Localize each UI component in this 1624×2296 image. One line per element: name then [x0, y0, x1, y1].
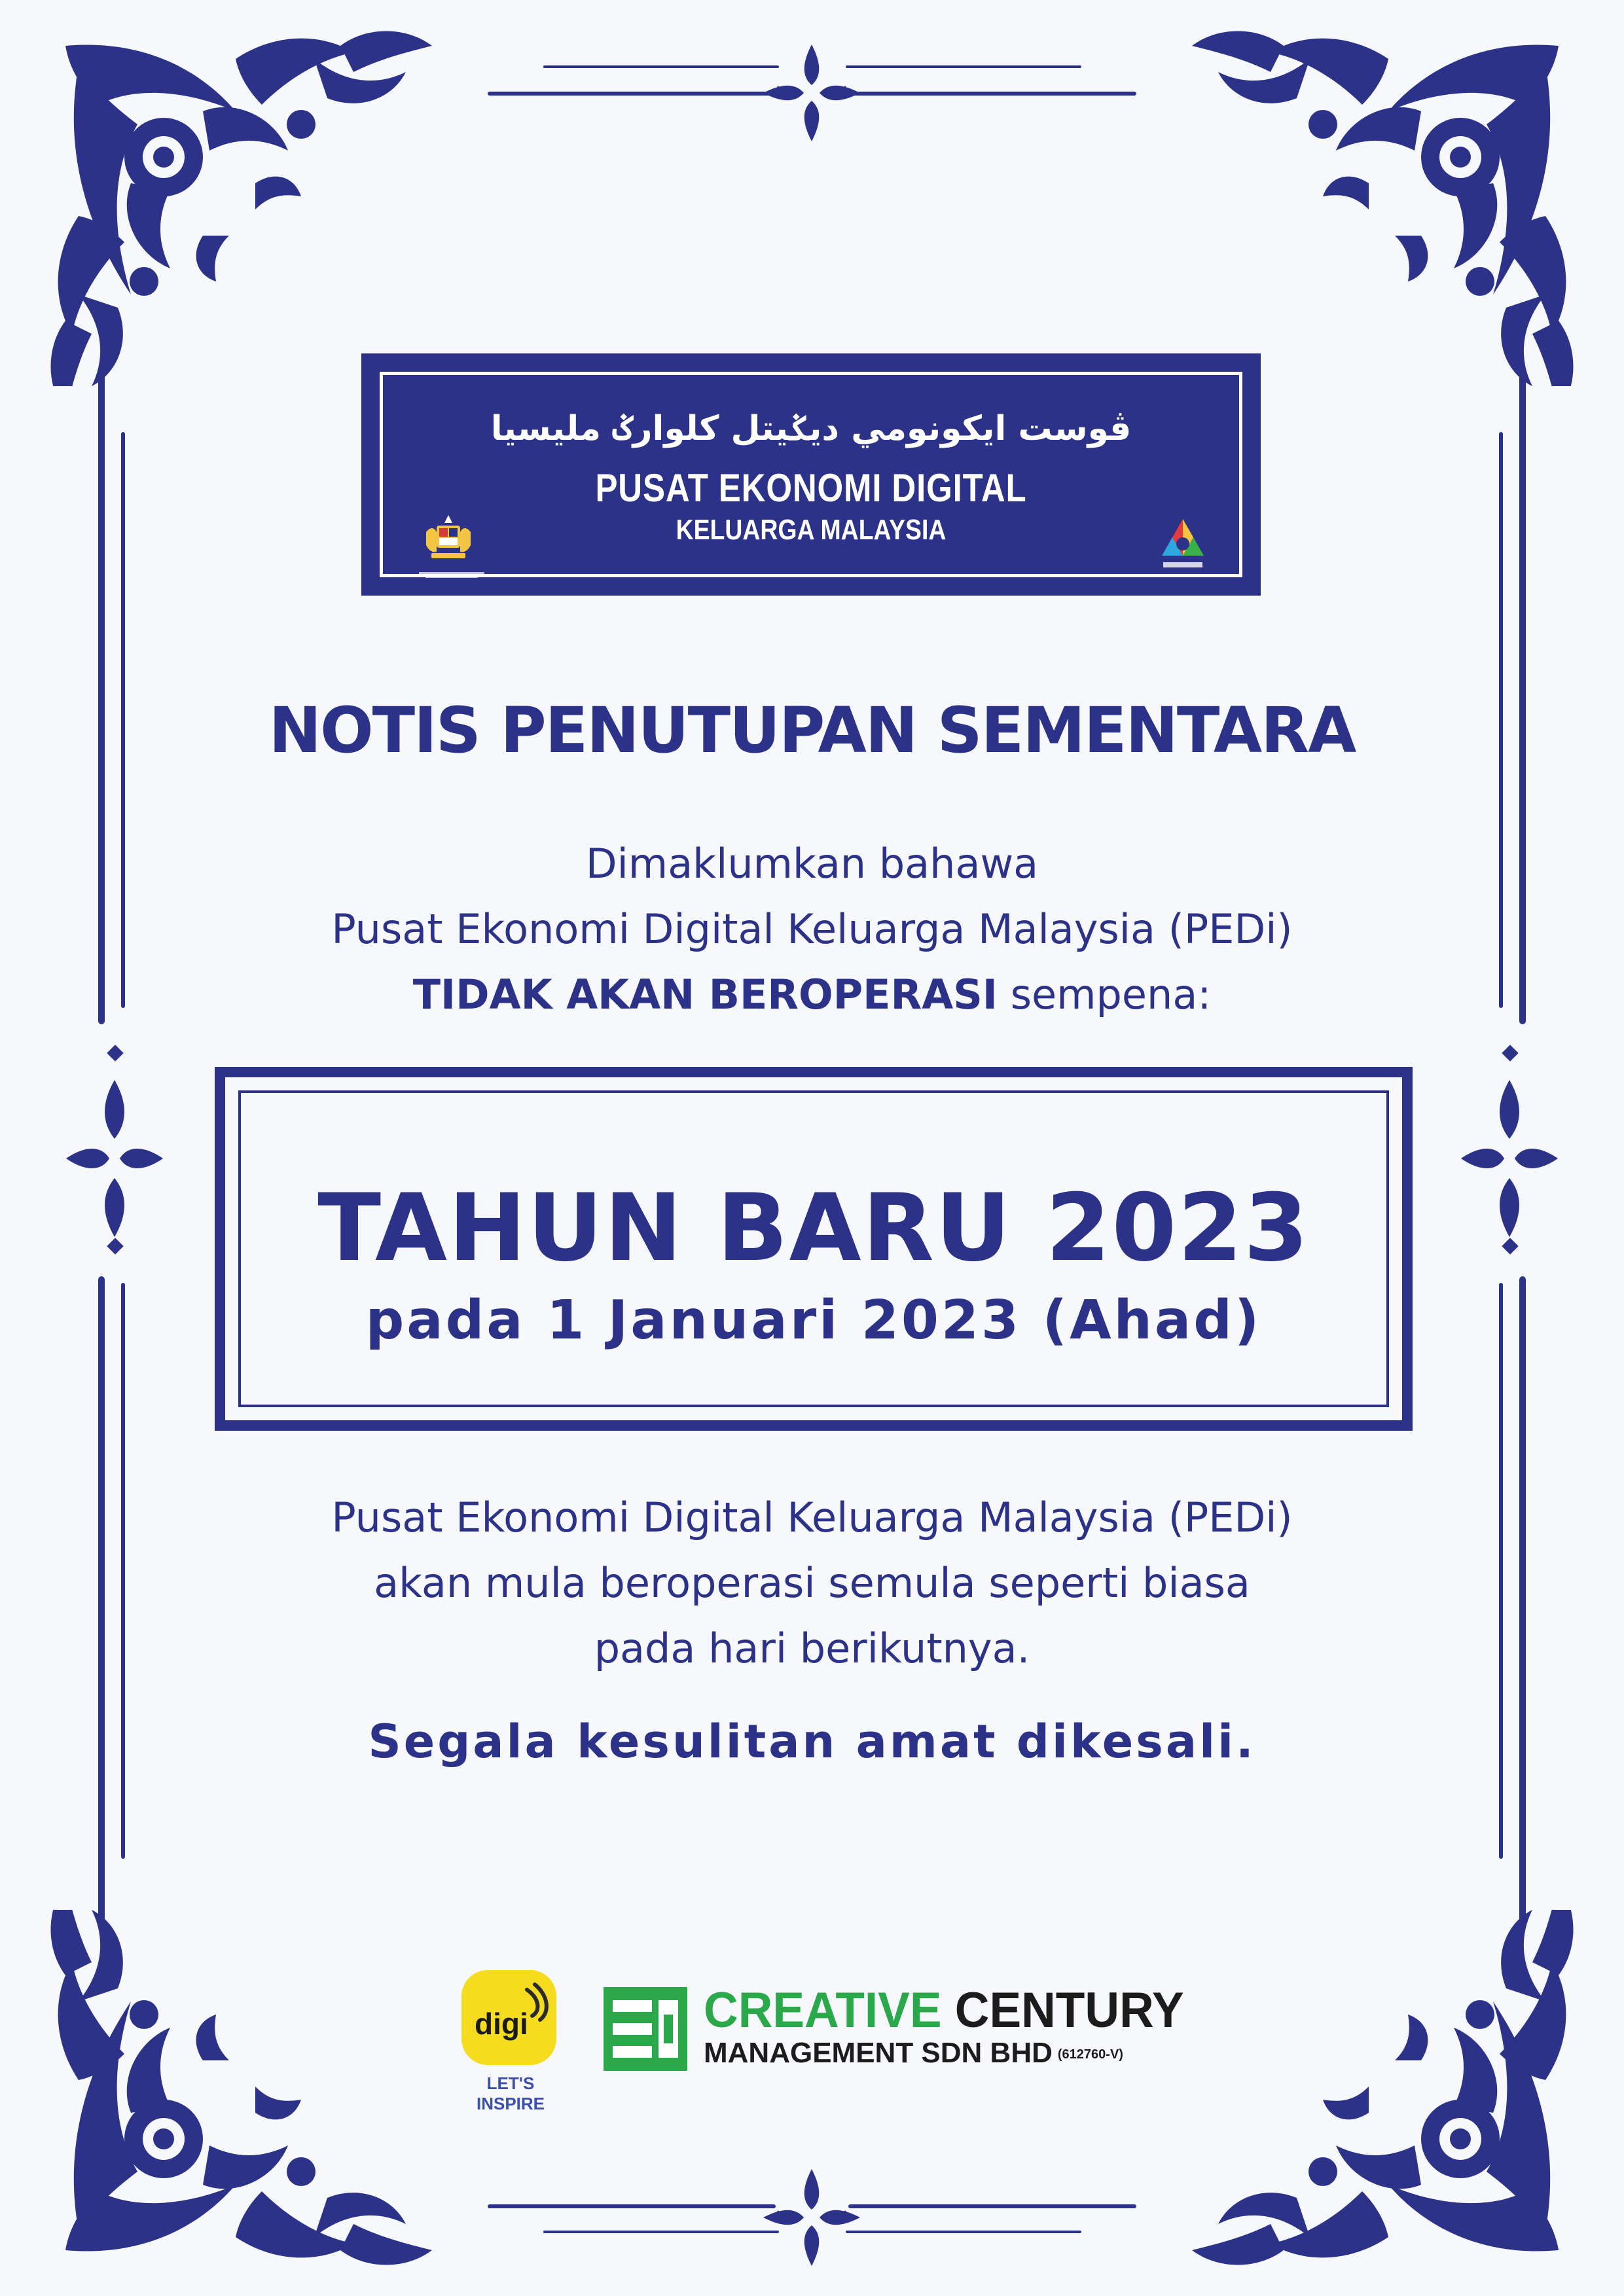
frame-bottom-line-right — [848, 2204, 1136, 2208]
mcmc-logo — [1157, 514, 1209, 573]
creative-century-mark — [604, 1987, 687, 2071]
corner-ornament-bottom-right — [1179, 1910, 1585, 2276]
company-registration: (612760-V) — [1057, 2047, 1123, 2062]
frame-bottom-line-left-inner — [543, 2231, 779, 2233]
frame-bottom-line-left — [488, 2204, 776, 2208]
company-subtitle — [704, 2037, 1123, 2070]
company-name-century: CENTURY — [941, 1982, 1184, 2038]
apology-text: Segala kesulitan amat dikesali. — [368, 1715, 1256, 1768]
intro-line-3-emphasis: TIDAK AKAN BEROPERASI — [412, 971, 998, 1018]
frame-top-line-left-inner — [543, 65, 779, 68]
header-banner — [361, 353, 1261, 596]
intro-line-2: Pusat Ekonomi Digital Keluarga Malaysia (PEDi) — [331, 905, 1293, 953]
holiday-date: pada 1 Januari 2023 (Ahad) — [365, 1289, 1262, 1352]
frame-top-line-left — [488, 92, 776, 96]
banner-jawi-title: ڤوست ايكونومي ديݢيتل كلوارݢ مليسيا — [490, 409, 1132, 448]
digi-logo — [461, 1970, 556, 2065]
digi-tagline: LET'S INSPIRE — [476, 2073, 545, 2113]
top-quatrefoil-ornament — [759, 41, 864, 145]
corner-ornament-top-right — [1179, 20, 1585, 386]
header-banner-border — [380, 372, 1242, 577]
intro-line-1: Dimaklumkan bahawa — [585, 840, 1039, 888]
company-name-creative: CREATIVE — [704, 1982, 942, 2038]
resume-line-1: Pusat Ekonomi Digital Keluarga Malaysia (PEDi) — [331, 1494, 1293, 1541]
resume-line-3: pada hari berikutnya. — [594, 1624, 1030, 1672]
company-sub-text: MANAGEMENT SDN BHD — [704, 2037, 1053, 2069]
holiday-name: TAHUN BARU 2023 — [317, 1174, 1310, 1282]
notice-title: NOTIS PENUTUPAN SEMENTARA — [268, 694, 1356, 767]
banner-subtitle: KELUARGA MALAYSIA — [676, 514, 947, 546]
banner-title: PUSAT EKONOMI DIGITAL — [595, 466, 1027, 510]
frame-bottom-line-right-inner — [846, 2231, 1081, 2233]
frame-top-line-right-inner — [846, 65, 1081, 68]
company-name — [704, 1982, 1184, 2039]
holiday-box-inner-border — [238, 1090, 1389, 1407]
right-quatrefoil-ornament — [1457, 1041, 1562, 1257]
corner-ornament-bottom-left — [39, 1910, 445, 2276]
intro-line-3 — [0, 971, 1624, 1018]
corner-ornament-top-left — [39, 20, 445, 386]
holiday-box — [215, 1067, 1413, 1431]
digi-logo-text: digi — [475, 2007, 528, 2041]
crest-caption-lines — [419, 571, 484, 579]
bottom-quatrefoil-ornament — [759, 2165, 864, 2270]
resume-line-2: akan mula beroperasi semula seperti biasa — [374, 1559, 1250, 1607]
left-quatrefoil-ornament — [62, 1041, 167, 1257]
intro-line-3-rest: sempena: — [997, 971, 1212, 1018]
frame-top-line-right — [848, 92, 1136, 96]
